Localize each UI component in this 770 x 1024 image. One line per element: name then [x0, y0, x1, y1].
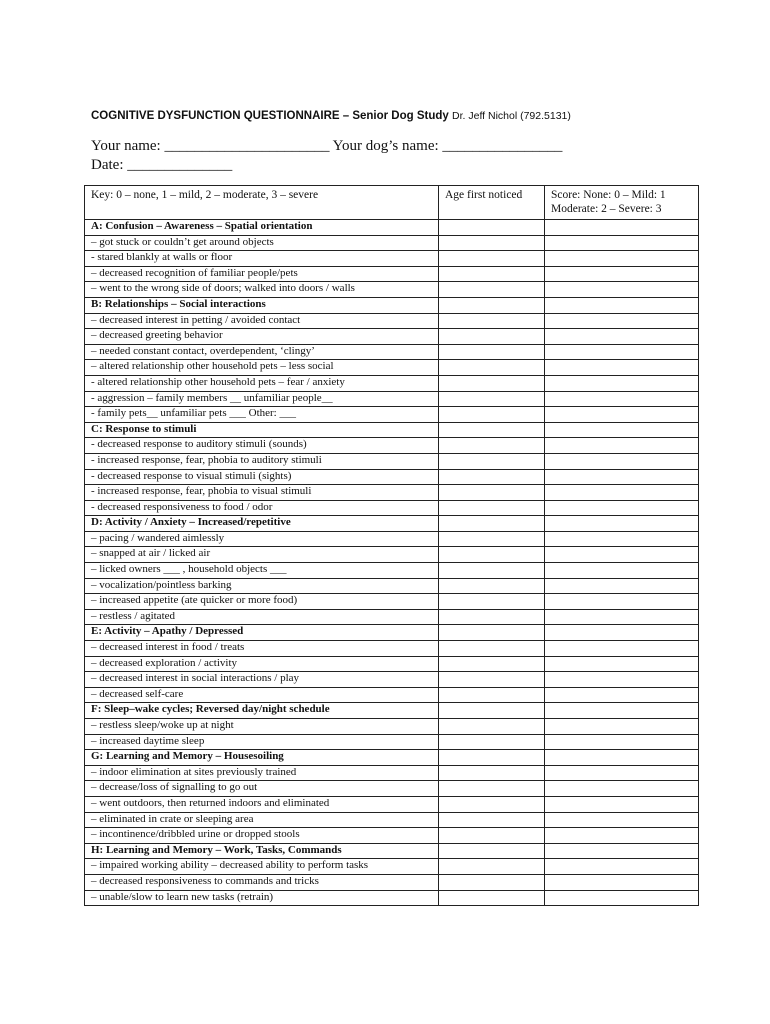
question-row: [85, 812, 699, 828]
owner-dog-name-line: Your name: ______________________ Your dog’s name: ________________: [91, 138, 563, 154]
question-text: – eliminated in crate or sleeping area: [85, 812, 439, 828]
score-cell[interactable]: [545, 516, 699, 532]
age-cell[interactable]: [439, 734, 545, 750]
section-title: G: Learning and Memory – Housesoiling: [85, 750, 439, 766]
question-row: [85, 344, 699, 360]
score-cell[interactable]: [545, 375, 699, 391]
score-cell[interactable]: [545, 407, 699, 423]
score-cell[interactable]: [545, 251, 699, 267]
questionnaire-body: [85, 220, 699, 906]
score-cell[interactable]: [545, 843, 699, 859]
question-text: - stared blankly at walls or floor: [85, 251, 439, 267]
question-row: [85, 235, 699, 251]
score-scale-line-2: Moderate: 2 – Severe: 3: [551, 203, 662, 215]
age-cell[interactable]: [439, 282, 545, 298]
question-text: – decreased greeting behavior: [85, 329, 439, 345]
score-cell[interactable]: [545, 360, 699, 376]
score-cell[interactable]: [545, 469, 699, 485]
question-text: – decrease/loss of signalling to go out: [85, 781, 439, 797]
score-cell[interactable]: [545, 313, 699, 329]
score-cell[interactable]: [545, 485, 699, 501]
section-header-row: [85, 516, 699, 532]
question-row: [85, 547, 699, 563]
question-row: [85, 329, 699, 345]
age-cell[interactable]: [439, 843, 545, 859]
question-row: [85, 859, 699, 875]
question-row: [85, 313, 699, 329]
question-row: [85, 641, 699, 657]
question-text: - family pets__ unfamiliar pets ___ Other: ___: [85, 407, 439, 423]
section-header-row: [85, 703, 699, 719]
score-header: [545, 186, 699, 220]
question-text: - increased response, fear, phobia to auditory stimuli: [85, 453, 439, 469]
document-author: Dr. Jeff Nichol (792.5131): [452, 110, 571, 122]
question-text: – decreased recognition of familiar people/pets: [85, 266, 439, 282]
question-row: [85, 594, 699, 610]
question-row: [85, 282, 699, 298]
age-cell[interactable]: [439, 750, 545, 766]
question-text: – vocalization/pointless barking: [85, 578, 439, 594]
score-cell[interactable]: [545, 235, 699, 251]
age-cell[interactable]: [439, 266, 545, 282]
age-cell[interactable]: [439, 781, 545, 797]
question-text: – got stuck or couldn’t get around objects: [85, 235, 439, 251]
age-cell[interactable]: [439, 719, 545, 735]
section-header-row: [85, 625, 699, 641]
age-cell[interactable]: [439, 796, 545, 812]
score-cell[interactable]: [545, 703, 699, 719]
score-cell[interactable]: [545, 625, 699, 641]
age-cell[interactable]: [439, 687, 545, 703]
score-cell[interactable]: [545, 641, 699, 657]
age-cell[interactable]: [439, 438, 545, 454]
question-row: [85, 656, 699, 672]
score-cell[interactable]: [545, 890, 699, 906]
question-text: – decreased self-care: [85, 687, 439, 703]
date-line: Date: ______________: [91, 157, 233, 173]
question-text: – impaired working ability – decreased ability to perform tasks: [85, 859, 439, 875]
question-text: – went to the wrong side of doors; walked into doors / walls: [85, 282, 439, 298]
age-cell[interactable]: [439, 563, 545, 579]
question-row: [85, 672, 699, 688]
score-cell[interactable]: [545, 329, 699, 345]
age-cell[interactable]: [439, 453, 545, 469]
score-scale-line-1: Score: None: 0 – Mild: 1: [551, 189, 666, 201]
question-row: [85, 609, 699, 625]
age-cell[interactable]: [439, 391, 545, 407]
section-title: B: Relationships – Social interactions: [85, 297, 439, 313]
score-cell[interactable]: [545, 874, 699, 890]
question-row: [85, 469, 699, 485]
question-text: - decreased responsiveness to food / odor: [85, 500, 439, 516]
question-row: [85, 781, 699, 797]
document-title-line: [91, 108, 731, 124]
age-cell[interactable]: [439, 251, 545, 267]
question-row: [85, 563, 699, 579]
question-text: – decreased interest in petting / avoided contact: [85, 313, 439, 329]
question-row: [85, 375, 699, 391]
question-row: [85, 578, 699, 594]
question-row: [85, 734, 699, 750]
question-row: [85, 765, 699, 781]
score-cell[interactable]: [545, 859, 699, 875]
section-header-row: [85, 297, 699, 313]
score-cell[interactable]: [545, 547, 699, 563]
score-cell[interactable]: [545, 750, 699, 766]
question-text: – increased appetite (ate quicker or more food): [85, 594, 439, 610]
question-text: – pacing / wandered aimlessly: [85, 531, 439, 547]
age-cell[interactable]: [439, 578, 545, 594]
section-title: A: Confusion – Awareness – Spatial orientation: [85, 220, 439, 236]
question-text: - decreased response to visual stimuli (sights): [85, 469, 439, 485]
question-row: [85, 500, 699, 516]
question-text: – snapped at air / licked air: [85, 547, 439, 563]
question-row: [85, 453, 699, 469]
age-cell[interactable]: [439, 547, 545, 563]
score-cell[interactable]: [545, 220, 699, 236]
score-cell[interactable]: [545, 796, 699, 812]
age-cell[interactable]: [439, 609, 545, 625]
age-cell[interactable]: [439, 235, 545, 251]
section-title: D: Activity / Anxiety – Increased/repetitive: [85, 516, 439, 532]
age-cell[interactable]: [439, 407, 545, 423]
section-title: C: Response to stimuli: [85, 422, 439, 438]
question-text: – decreased exploration / activity: [85, 656, 439, 672]
score-cell[interactable]: [545, 297, 699, 313]
age-cell[interactable]: [439, 516, 545, 532]
question-text: – decreased interest in social interactions / play: [85, 672, 439, 688]
question-text: – unable/slow to learn new tasks (retrain): [85, 890, 439, 906]
age-cell[interactable]: [439, 765, 545, 781]
question-row: [85, 874, 699, 890]
question-text: - decreased response to auditory stimuli (sounds): [85, 438, 439, 454]
age-cell[interactable]: [439, 641, 545, 657]
question-text: - aggression – family members __ unfamiliar people__: [85, 391, 439, 407]
table-header-row: [85, 186, 699, 220]
score-cell[interactable]: [545, 266, 699, 282]
score-cell[interactable]: [545, 656, 699, 672]
age-cell[interactable]: [439, 344, 545, 360]
question-text: – incontinence/dribbled urine or dropped stools: [85, 828, 439, 844]
score-cell[interactable]: [545, 500, 699, 516]
section-title: H: Learning and Memory – Work, Tasks, Commands: [85, 843, 439, 859]
score-cell[interactable]: [545, 453, 699, 469]
age-cell[interactable]: [439, 360, 545, 376]
question-text: – licked owners ___ , household objects ___: [85, 563, 439, 579]
question-row: [85, 687, 699, 703]
score-cell[interactable]: [545, 282, 699, 298]
section-header-row: [85, 750, 699, 766]
question-row: [85, 796, 699, 812]
question-row: [85, 266, 699, 282]
age-cell[interactable]: [439, 297, 545, 313]
score-cell[interactable]: [545, 578, 699, 594]
question-row: [85, 485, 699, 501]
question-text: – indoor elimination at sites previously trained: [85, 765, 439, 781]
age-cell[interactable]: [439, 703, 545, 719]
question-row: [85, 828, 699, 844]
age-cell[interactable]: [439, 220, 545, 236]
section-header-row: [85, 843, 699, 859]
key-header: Key: 0 – none, 1 – mild, 2 – moderate, 3 – severe: [85, 186, 439, 220]
age-cell[interactable]: [439, 672, 545, 688]
age-cell[interactable]: [439, 375, 545, 391]
question-text: – decreased responsiveness to commands and tricks: [85, 874, 439, 890]
age-cell[interactable]: [439, 313, 545, 329]
question-row: [85, 360, 699, 376]
age-cell[interactable]: [439, 812, 545, 828]
score-cell[interactable]: [545, 781, 699, 797]
question-row: [85, 890, 699, 906]
age-cell[interactable]: [439, 500, 545, 516]
score-cell[interactable]: [545, 344, 699, 360]
question-text: – restless sleep/woke up at night: [85, 719, 439, 735]
question-text: – restless / agitated: [85, 609, 439, 625]
age-first-noticed-header: Age first noticed: [439, 186, 545, 220]
question-text: – needed constant contact, overdependent, ‘clingy’: [85, 344, 439, 360]
question-text: – went outdoors, then returned indoors and eliminated: [85, 796, 439, 812]
age-cell[interactable]: [439, 329, 545, 345]
question-row: [85, 531, 699, 547]
question-row: [85, 391, 699, 407]
section-header-row: [85, 422, 699, 438]
score-cell[interactable]: [545, 719, 699, 735]
age-cell[interactable]: [439, 828, 545, 844]
age-cell[interactable]: [439, 594, 545, 610]
score-cell[interactable]: [545, 765, 699, 781]
questionnaire-table: [84, 185, 699, 906]
question-text: - increased response, fear, phobia to visual stimuli: [85, 485, 439, 501]
question-text: – increased daytime sleep: [85, 734, 439, 750]
score-cell[interactable]: [545, 563, 699, 579]
score-cell[interactable]: [545, 812, 699, 828]
age-cell[interactable]: [439, 469, 545, 485]
age-cell[interactable]: [439, 859, 545, 875]
question-row: [85, 407, 699, 423]
question-text: – decreased interest in food / treats: [85, 641, 439, 657]
question-row: [85, 719, 699, 735]
question-text: - altered relationship other household pets – fear / anxiety: [85, 375, 439, 391]
section-header-row: [85, 220, 699, 236]
age-cell[interactable]: [439, 874, 545, 890]
score-cell[interactable]: [545, 594, 699, 610]
score-cell[interactable]: [545, 828, 699, 844]
section-title: E: Activity – Apathy / Depressed: [85, 625, 439, 641]
document-title: COGNITIVE DYSFUNCTION QUESTIONNAIRE – Senior Dog Study: [91, 110, 449, 122]
score-cell[interactable]: [545, 734, 699, 750]
age-cell[interactable]: [439, 485, 545, 501]
age-cell[interactable]: [439, 422, 545, 438]
score-cell[interactable]: [545, 687, 699, 703]
score-cell[interactable]: [545, 438, 699, 454]
score-cell[interactable]: [545, 531, 699, 547]
score-cell[interactable]: [545, 422, 699, 438]
score-cell[interactable]: [545, 609, 699, 625]
age-cell[interactable]: [439, 656, 545, 672]
age-cell[interactable]: [439, 890, 545, 906]
section-title: F: Sleep–wake cycles; Reversed day/night schedule: [85, 703, 439, 719]
question-row: [85, 251, 699, 267]
question-row: [85, 438, 699, 454]
question-text: – altered relationship other household pets – less social: [85, 360, 439, 376]
age-cell[interactable]: [439, 625, 545, 641]
age-cell[interactable]: [439, 531, 545, 547]
score-cell[interactable]: [545, 391, 699, 407]
score-cell[interactable]: [545, 672, 699, 688]
